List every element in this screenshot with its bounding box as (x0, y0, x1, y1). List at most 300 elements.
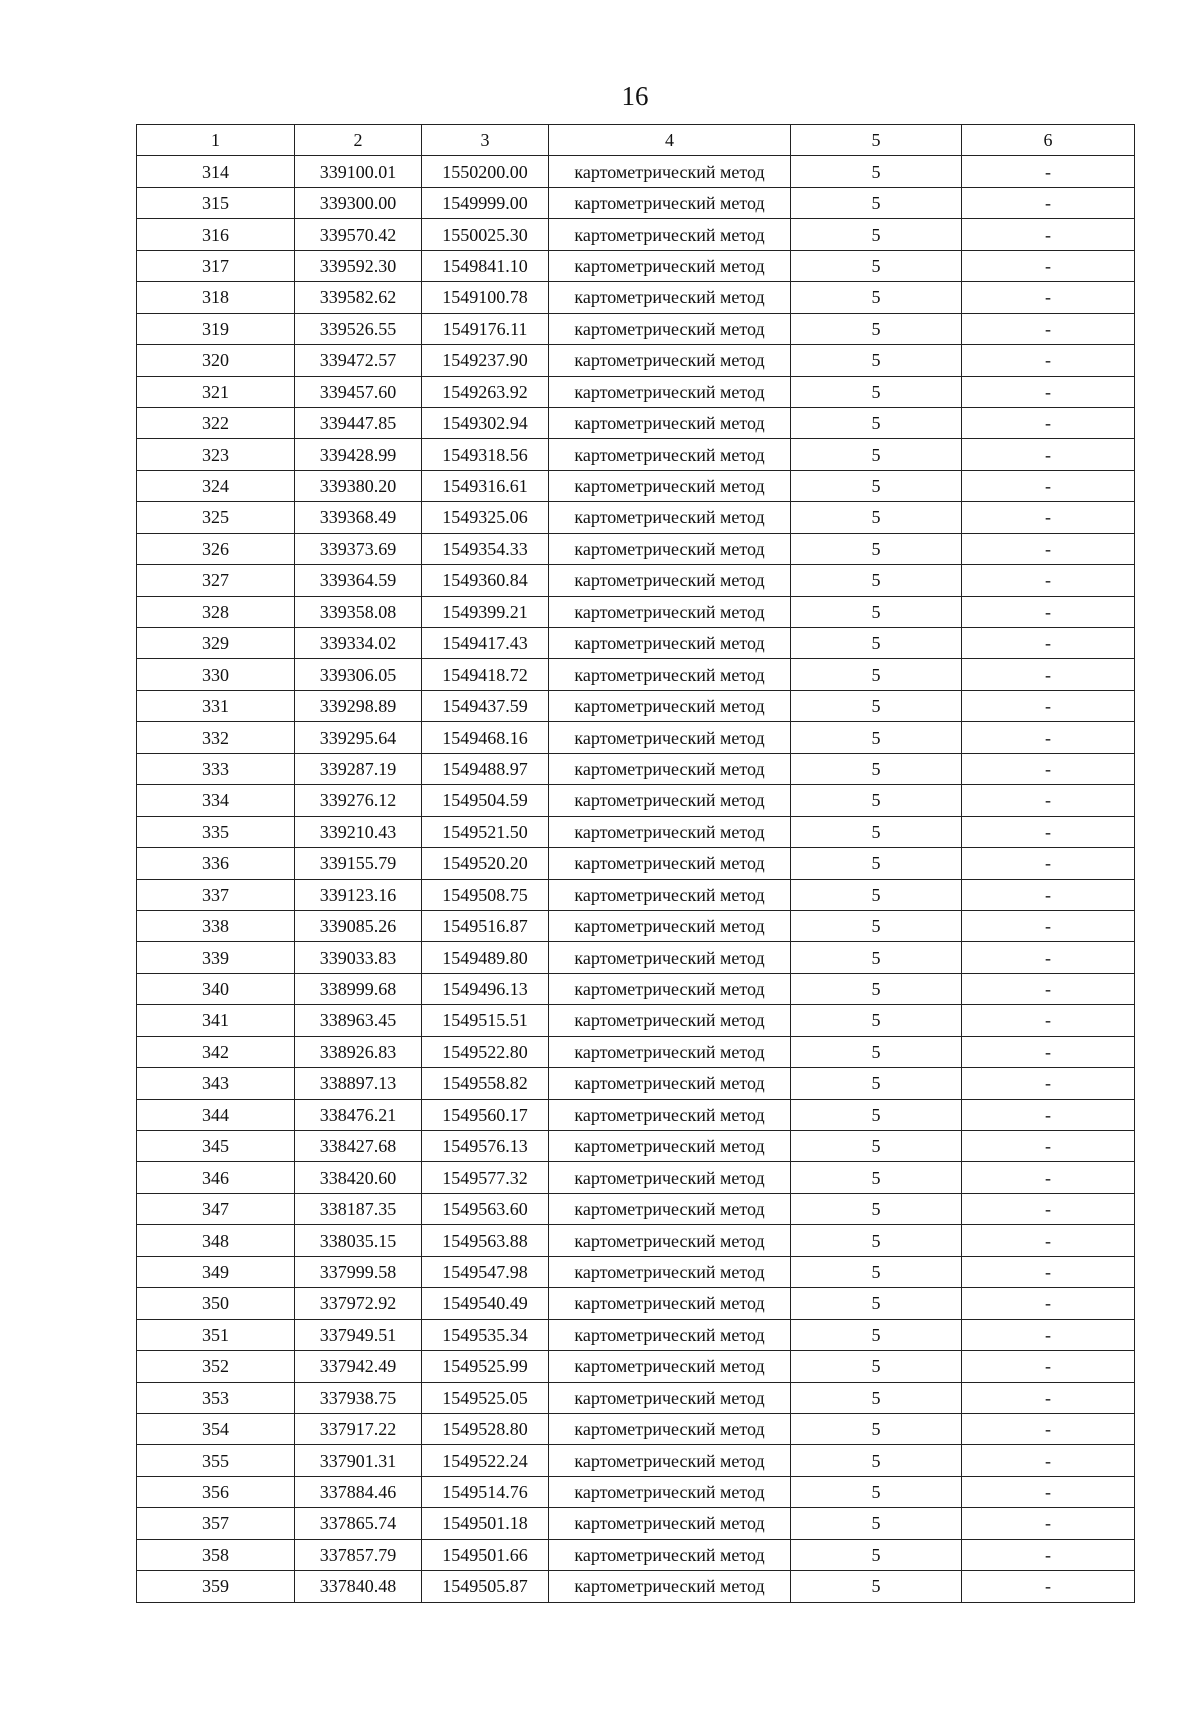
x-coordinate-cell: 338476.21 (295, 1099, 422, 1130)
point-number-cell: 348 (137, 1225, 295, 1256)
accuracy-cell: 5 (791, 596, 962, 627)
page-number: 16 (621, 81, 649, 111)
x-coordinate-cell: 339592.30 (295, 250, 422, 281)
table-row (137, 1539, 1135, 1570)
note-cell: - (962, 376, 1135, 407)
method-cell: картометрический метод (549, 722, 791, 753)
note-cell: - (962, 407, 1135, 438)
accuracy-cell: 5 (791, 250, 962, 281)
table-row (137, 1068, 1135, 1099)
note-cell: - (962, 345, 1135, 376)
accuracy-cell: 5 (791, 407, 962, 438)
table-body (137, 125, 1135, 1603)
point-number-cell: 335 (137, 816, 295, 847)
header-cell-col-6: 6 (962, 125, 1135, 156)
accuracy-cell: 5 (791, 879, 962, 910)
note-cell: - (962, 1036, 1135, 1067)
y-coordinate-cell: 1549999.00 (422, 187, 549, 218)
x-coordinate-cell: 339380.20 (295, 470, 422, 501)
note-cell: - (962, 785, 1135, 816)
point-number-cell: 327 (137, 565, 295, 596)
x-coordinate-cell: 339457.60 (295, 376, 422, 407)
note-cell: - (962, 1445, 1135, 1476)
x-coordinate-cell: 337999.58 (295, 1256, 422, 1287)
method-cell: картометрический метод (549, 1508, 791, 1539)
table-row (137, 659, 1135, 690)
point-number-cell: 331 (137, 690, 295, 721)
method-cell: картометрический метод (549, 219, 791, 250)
header-cell-col-4: 4 (549, 125, 791, 156)
note-cell: - (962, 313, 1135, 344)
accuracy-cell: 5 (791, 219, 962, 250)
x-coordinate-cell: 338035.15 (295, 1225, 422, 1256)
y-coordinate-cell: 1549522.24 (422, 1445, 549, 1476)
table-row (137, 533, 1135, 564)
y-coordinate-cell: 1549488.97 (422, 753, 549, 784)
accuracy-cell: 5 (791, 470, 962, 501)
note-cell: - (962, 973, 1135, 1004)
table-row (137, 879, 1135, 910)
accuracy-cell: 5 (791, 1225, 962, 1256)
table-row (137, 1351, 1135, 1382)
header-cell-col-3: 3 (422, 125, 549, 156)
x-coordinate-cell: 337840.48 (295, 1571, 422, 1602)
accuracy-cell: 5 (791, 533, 962, 564)
point-number-cell: 349 (137, 1256, 295, 1287)
method-cell: картометрический метод (549, 848, 791, 879)
y-coordinate-cell: 1549521.50 (422, 816, 549, 847)
x-coordinate-cell: 339295.64 (295, 722, 422, 753)
accuracy-cell: 5 (791, 942, 962, 973)
note-cell: - (962, 1508, 1135, 1539)
x-coordinate-cell: 337884.46 (295, 1476, 422, 1507)
point-number-cell: 358 (137, 1539, 295, 1570)
table-row (137, 690, 1135, 721)
point-number-cell: 322 (137, 407, 295, 438)
method-cell: картометрический метод (549, 565, 791, 596)
y-coordinate-cell: 1549563.88 (422, 1225, 549, 1256)
y-coordinate-cell: 1549841.10 (422, 250, 549, 281)
table-row (137, 282, 1135, 313)
accuracy-cell: 5 (791, 345, 962, 376)
y-coordinate-cell: 1549560.17 (422, 1099, 549, 1130)
method-cell: картометрический метод (549, 313, 791, 344)
point-number-cell: 344 (137, 1099, 295, 1130)
method-cell: картометрический метод (549, 1131, 791, 1162)
note-cell: - (962, 187, 1135, 218)
table-row (137, 1225, 1135, 1256)
method-cell: картометрический метод (549, 879, 791, 910)
point-number-cell: 350 (137, 1288, 295, 1319)
point-number-cell: 337 (137, 879, 295, 910)
point-number-cell: 323 (137, 439, 295, 470)
point-number-cell: 342 (137, 1036, 295, 1067)
y-coordinate-cell: 1549468.16 (422, 722, 549, 753)
accuracy-cell: 5 (791, 785, 962, 816)
method-cell: картометрический метод (549, 1288, 791, 1319)
y-coordinate-cell: 1549325.06 (422, 502, 549, 533)
accuracy-cell: 5 (791, 376, 962, 407)
table-row (137, 1005, 1135, 1036)
point-number-cell: 338 (137, 910, 295, 941)
y-coordinate-cell: 1549558.82 (422, 1068, 549, 1099)
y-coordinate-cell: 1550025.30 (422, 219, 549, 250)
point-number-cell: 330 (137, 659, 295, 690)
point-number-cell: 325 (137, 502, 295, 533)
y-coordinate-cell: 1549360.84 (422, 565, 549, 596)
accuracy-cell: 5 (791, 1193, 962, 1224)
point-number-cell: 334 (137, 785, 295, 816)
table-row (137, 1382, 1135, 1413)
accuracy-cell: 5 (791, 282, 962, 313)
table-row (137, 1288, 1135, 1319)
y-coordinate-cell: 1549516.87 (422, 910, 549, 941)
point-number-cell: 354 (137, 1413, 295, 1444)
x-coordinate-cell: 337942.49 (295, 1351, 422, 1382)
x-coordinate-cell: 339276.12 (295, 785, 422, 816)
method-cell: картометрический метод (549, 816, 791, 847)
accuracy-cell: 5 (791, 1068, 962, 1099)
method-cell: картометрический метод (549, 1571, 791, 1602)
x-coordinate-cell: 339300.00 (295, 187, 422, 218)
y-coordinate-cell: 1549522.80 (422, 1036, 549, 1067)
note-cell: - (962, 565, 1135, 596)
y-coordinate-cell: 1550200.00 (422, 156, 549, 187)
y-coordinate-cell: 1549504.59 (422, 785, 549, 816)
y-coordinate-cell: 1549563.60 (422, 1193, 549, 1224)
note-cell: - (962, 1319, 1135, 1350)
point-number-cell: 336 (137, 848, 295, 879)
accuracy-cell: 5 (791, 690, 962, 721)
accuracy-cell: 5 (791, 565, 962, 596)
table-row (137, 156, 1135, 187)
method-cell: картометрический метод (549, 470, 791, 501)
point-number-cell: 345 (137, 1131, 295, 1162)
x-coordinate-cell: 339210.43 (295, 816, 422, 847)
point-number-cell: 351 (137, 1319, 295, 1350)
point-number-cell: 318 (137, 282, 295, 313)
table-row (137, 1476, 1135, 1507)
x-coordinate-cell: 339298.89 (295, 690, 422, 721)
note-cell: - (962, 1005, 1135, 1036)
x-coordinate-cell: 338926.83 (295, 1036, 422, 1067)
method-cell: картометрический метод (549, 628, 791, 659)
point-number-cell: 347 (137, 1193, 295, 1224)
table-row (137, 596, 1135, 627)
table-header-row (137, 125, 1135, 156)
table-row (137, 1036, 1135, 1067)
point-number-cell: 319 (137, 313, 295, 344)
point-number-cell: 320 (137, 345, 295, 376)
header-cell-col-2: 2 (295, 125, 422, 156)
y-coordinate-cell: 1549417.43 (422, 628, 549, 659)
table-row (137, 1571, 1135, 1602)
x-coordinate-cell: 339033.83 (295, 942, 422, 973)
y-coordinate-cell: 1549399.21 (422, 596, 549, 627)
table-row (137, 187, 1135, 218)
table-row (137, 628, 1135, 659)
point-number-cell: 352 (137, 1351, 295, 1382)
method-cell: картометрический метод (549, 376, 791, 407)
x-coordinate-cell: 338420.60 (295, 1162, 422, 1193)
method-cell: картометрический метод (549, 1319, 791, 1350)
x-coordinate-cell: 339364.59 (295, 565, 422, 596)
point-number-cell: 333 (137, 753, 295, 784)
table-row (137, 848, 1135, 879)
method-cell: картометрический метод (549, 533, 791, 564)
note-cell: - (962, 1571, 1135, 1602)
table-row (137, 816, 1135, 847)
table-row (137, 1445, 1135, 1476)
point-number-cell: 343 (137, 1068, 295, 1099)
point-number-cell: 317 (137, 250, 295, 281)
method-cell: картометрический метод (549, 1162, 791, 1193)
y-coordinate-cell: 1549515.51 (422, 1005, 549, 1036)
method-cell: картометрический метод (549, 1099, 791, 1130)
y-coordinate-cell: 1549508.75 (422, 879, 549, 910)
method-cell: картометрический метод (549, 785, 791, 816)
accuracy-cell: 5 (791, 753, 962, 784)
accuracy-cell: 5 (791, 722, 962, 753)
accuracy-cell: 5 (791, 1508, 962, 1539)
table-row (137, 502, 1135, 533)
accuracy-cell: 5 (791, 1445, 962, 1476)
accuracy-cell: 5 (791, 1005, 962, 1036)
x-coordinate-cell: 339085.26 (295, 910, 422, 941)
accuracy-cell: 5 (791, 1162, 962, 1193)
accuracy-cell: 5 (791, 1319, 962, 1350)
point-number-cell: 340 (137, 973, 295, 1004)
x-coordinate-cell: 337949.51 (295, 1319, 422, 1350)
accuracy-cell: 5 (791, 1351, 962, 1382)
y-coordinate-cell: 1549437.59 (422, 690, 549, 721)
method-cell: картометрический метод (549, 407, 791, 438)
method-cell: картометрический метод (549, 187, 791, 218)
header-cell-col-5: 5 (791, 125, 962, 156)
note-cell: - (962, 1099, 1135, 1130)
method-cell: картометрический метод (549, 1256, 791, 1287)
note-cell: - (962, 1539, 1135, 1570)
note-cell: - (962, 753, 1135, 784)
point-number-cell: 357 (137, 1508, 295, 1539)
method-cell: картометрический метод (549, 1539, 791, 1570)
table-row (137, 753, 1135, 784)
table-row (137, 722, 1135, 753)
method-cell: картометрический метод (549, 1382, 791, 1413)
accuracy-cell: 5 (791, 1476, 962, 1507)
x-coordinate-cell: 337938.75 (295, 1382, 422, 1413)
x-coordinate-cell: 339334.02 (295, 628, 422, 659)
x-coordinate-cell: 339368.49 (295, 502, 422, 533)
accuracy-cell: 5 (791, 1571, 962, 1602)
accuracy-cell: 5 (791, 628, 962, 659)
y-coordinate-cell: 1549354.33 (422, 533, 549, 564)
table-row (137, 1193, 1135, 1224)
note-cell: - (962, 1476, 1135, 1507)
x-coordinate-cell: 339123.16 (295, 879, 422, 910)
y-coordinate-cell: 1549318.56 (422, 439, 549, 470)
method-cell: картометрический метод (549, 596, 791, 627)
point-number-cell: 326 (137, 533, 295, 564)
note-cell: - (962, 910, 1135, 941)
note-cell: - (962, 1225, 1135, 1256)
accuracy-cell: 5 (791, 1539, 962, 1570)
y-coordinate-cell: 1549302.94 (422, 407, 549, 438)
note-cell: - (962, 282, 1135, 313)
x-coordinate-cell: 339358.08 (295, 596, 422, 627)
table-row (137, 785, 1135, 816)
method-cell: картометрический метод (549, 1036, 791, 1067)
table-row (137, 1319, 1135, 1350)
method-cell: картометрический метод (549, 973, 791, 1004)
point-number-cell: 316 (137, 219, 295, 250)
accuracy-cell: 5 (791, 1036, 962, 1067)
x-coordinate-cell: 339447.85 (295, 407, 422, 438)
note-cell: - (962, 1413, 1135, 1444)
note-cell: - (962, 1288, 1135, 1319)
note-cell: - (962, 596, 1135, 627)
method-cell: картометрический метод (549, 1351, 791, 1382)
note-cell: - (962, 628, 1135, 659)
y-coordinate-cell: 1549520.20 (422, 848, 549, 879)
y-coordinate-cell: 1549501.18 (422, 1508, 549, 1539)
table-row (137, 250, 1135, 281)
x-coordinate-cell: 338427.68 (295, 1131, 422, 1162)
x-coordinate-cell: 339155.79 (295, 848, 422, 879)
x-coordinate-cell: 338999.68 (295, 973, 422, 1004)
point-number-cell: 332 (137, 722, 295, 753)
accuracy-cell: 5 (791, 1288, 962, 1319)
x-coordinate-cell: 339526.55 (295, 313, 422, 344)
note-cell: - (962, 1068, 1135, 1099)
note-cell: - (962, 219, 1135, 250)
header-cell-col-1: 1 (137, 125, 295, 156)
accuracy-cell: 5 (791, 1382, 962, 1413)
method-cell: картометрический метод (549, 1005, 791, 1036)
table-row (137, 345, 1135, 376)
x-coordinate-cell: 339373.69 (295, 533, 422, 564)
method-cell: картометрический метод (549, 910, 791, 941)
x-coordinate-cell: 337917.22 (295, 1413, 422, 1444)
x-coordinate-cell: 337865.74 (295, 1508, 422, 1539)
accuracy-cell: 5 (791, 973, 962, 1004)
method-cell: картометрический метод (549, 250, 791, 281)
x-coordinate-cell: 339570.42 (295, 219, 422, 250)
x-coordinate-cell: 339287.19 (295, 753, 422, 784)
y-coordinate-cell: 1549489.80 (422, 942, 549, 973)
note-cell: - (962, 879, 1135, 910)
accuracy-cell: 5 (791, 1256, 962, 1287)
table-row (137, 470, 1135, 501)
x-coordinate-cell: 337901.31 (295, 1445, 422, 1476)
point-number-cell: 359 (137, 1571, 295, 1602)
accuracy-cell: 5 (791, 156, 962, 187)
note-cell: - (962, 722, 1135, 753)
y-coordinate-cell: 1549501.66 (422, 1539, 549, 1570)
note-cell: - (962, 848, 1135, 879)
y-coordinate-cell: 1549176.11 (422, 313, 549, 344)
note-cell: - (962, 156, 1135, 187)
y-coordinate-cell: 1549576.13 (422, 1131, 549, 1162)
method-cell: картометрический метод (549, 156, 791, 187)
y-coordinate-cell: 1549505.87 (422, 1571, 549, 1602)
y-coordinate-cell: 1549540.49 (422, 1288, 549, 1319)
method-cell: картометрический метод (549, 1225, 791, 1256)
point-number-cell: 315 (137, 187, 295, 218)
method-cell: картометрический метод (549, 942, 791, 973)
note-cell: - (962, 502, 1135, 533)
note-cell: - (962, 1256, 1135, 1287)
table-row (137, 973, 1135, 1004)
point-number-cell: 328 (137, 596, 295, 627)
point-number-cell: 324 (137, 470, 295, 501)
accuracy-cell: 5 (791, 187, 962, 218)
table-row (137, 942, 1135, 973)
y-coordinate-cell: 1549547.98 (422, 1256, 549, 1287)
y-coordinate-cell: 1549514.76 (422, 1476, 549, 1507)
accuracy-cell: 5 (791, 1131, 962, 1162)
note-cell: - (962, 250, 1135, 281)
table-row (137, 910, 1135, 941)
note-cell: - (962, 1193, 1135, 1224)
note-cell: - (962, 816, 1135, 847)
point-number-cell: 341 (137, 1005, 295, 1036)
x-coordinate-cell: 338187.35 (295, 1193, 422, 1224)
note-cell: - (962, 533, 1135, 564)
method-cell: картометрический метод (549, 1445, 791, 1476)
method-cell: картометрический метод (549, 502, 791, 533)
accuracy-cell: 5 (791, 1413, 962, 1444)
point-number-cell: 314 (137, 156, 295, 187)
table-row (137, 219, 1135, 250)
y-coordinate-cell: 1549535.34 (422, 1319, 549, 1350)
x-coordinate-cell: 339428.99 (295, 439, 422, 470)
x-coordinate-cell: 338963.45 (295, 1005, 422, 1036)
method-cell: картометрический метод (549, 753, 791, 784)
note-cell: - (962, 1382, 1135, 1413)
table-row (137, 565, 1135, 596)
y-coordinate-cell: 1549263.92 (422, 376, 549, 407)
point-number-cell: 346 (137, 1162, 295, 1193)
x-coordinate-cell: 339472.57 (295, 345, 422, 376)
point-number-cell: 355 (137, 1445, 295, 1476)
accuracy-cell: 5 (791, 910, 962, 941)
x-coordinate-cell: 338897.13 (295, 1068, 422, 1099)
table-row (137, 1162, 1135, 1193)
table-row (137, 1508, 1135, 1539)
table-row (137, 376, 1135, 407)
accuracy-cell: 5 (791, 848, 962, 879)
accuracy-cell: 5 (791, 1099, 962, 1130)
y-coordinate-cell: 1549525.05 (422, 1382, 549, 1413)
y-coordinate-cell: 1549528.80 (422, 1413, 549, 1444)
note-cell: - (962, 1351, 1135, 1382)
point-number-cell: 356 (137, 1476, 295, 1507)
y-coordinate-cell: 1549237.90 (422, 345, 549, 376)
method-cell: картометрический метод (549, 282, 791, 313)
y-coordinate-cell: 1549496.13 (422, 973, 549, 1004)
table-row (137, 1413, 1135, 1444)
point-number-cell: 353 (137, 1382, 295, 1413)
x-coordinate-cell: 339100.01 (295, 156, 422, 187)
note-cell: - (962, 690, 1135, 721)
table-row (137, 1256, 1135, 1287)
y-coordinate-cell: 1549100.78 (422, 282, 549, 313)
method-cell: картометрический метод (549, 345, 791, 376)
accuracy-cell: 5 (791, 313, 962, 344)
table-row (137, 439, 1135, 470)
note-cell: - (962, 1162, 1135, 1193)
